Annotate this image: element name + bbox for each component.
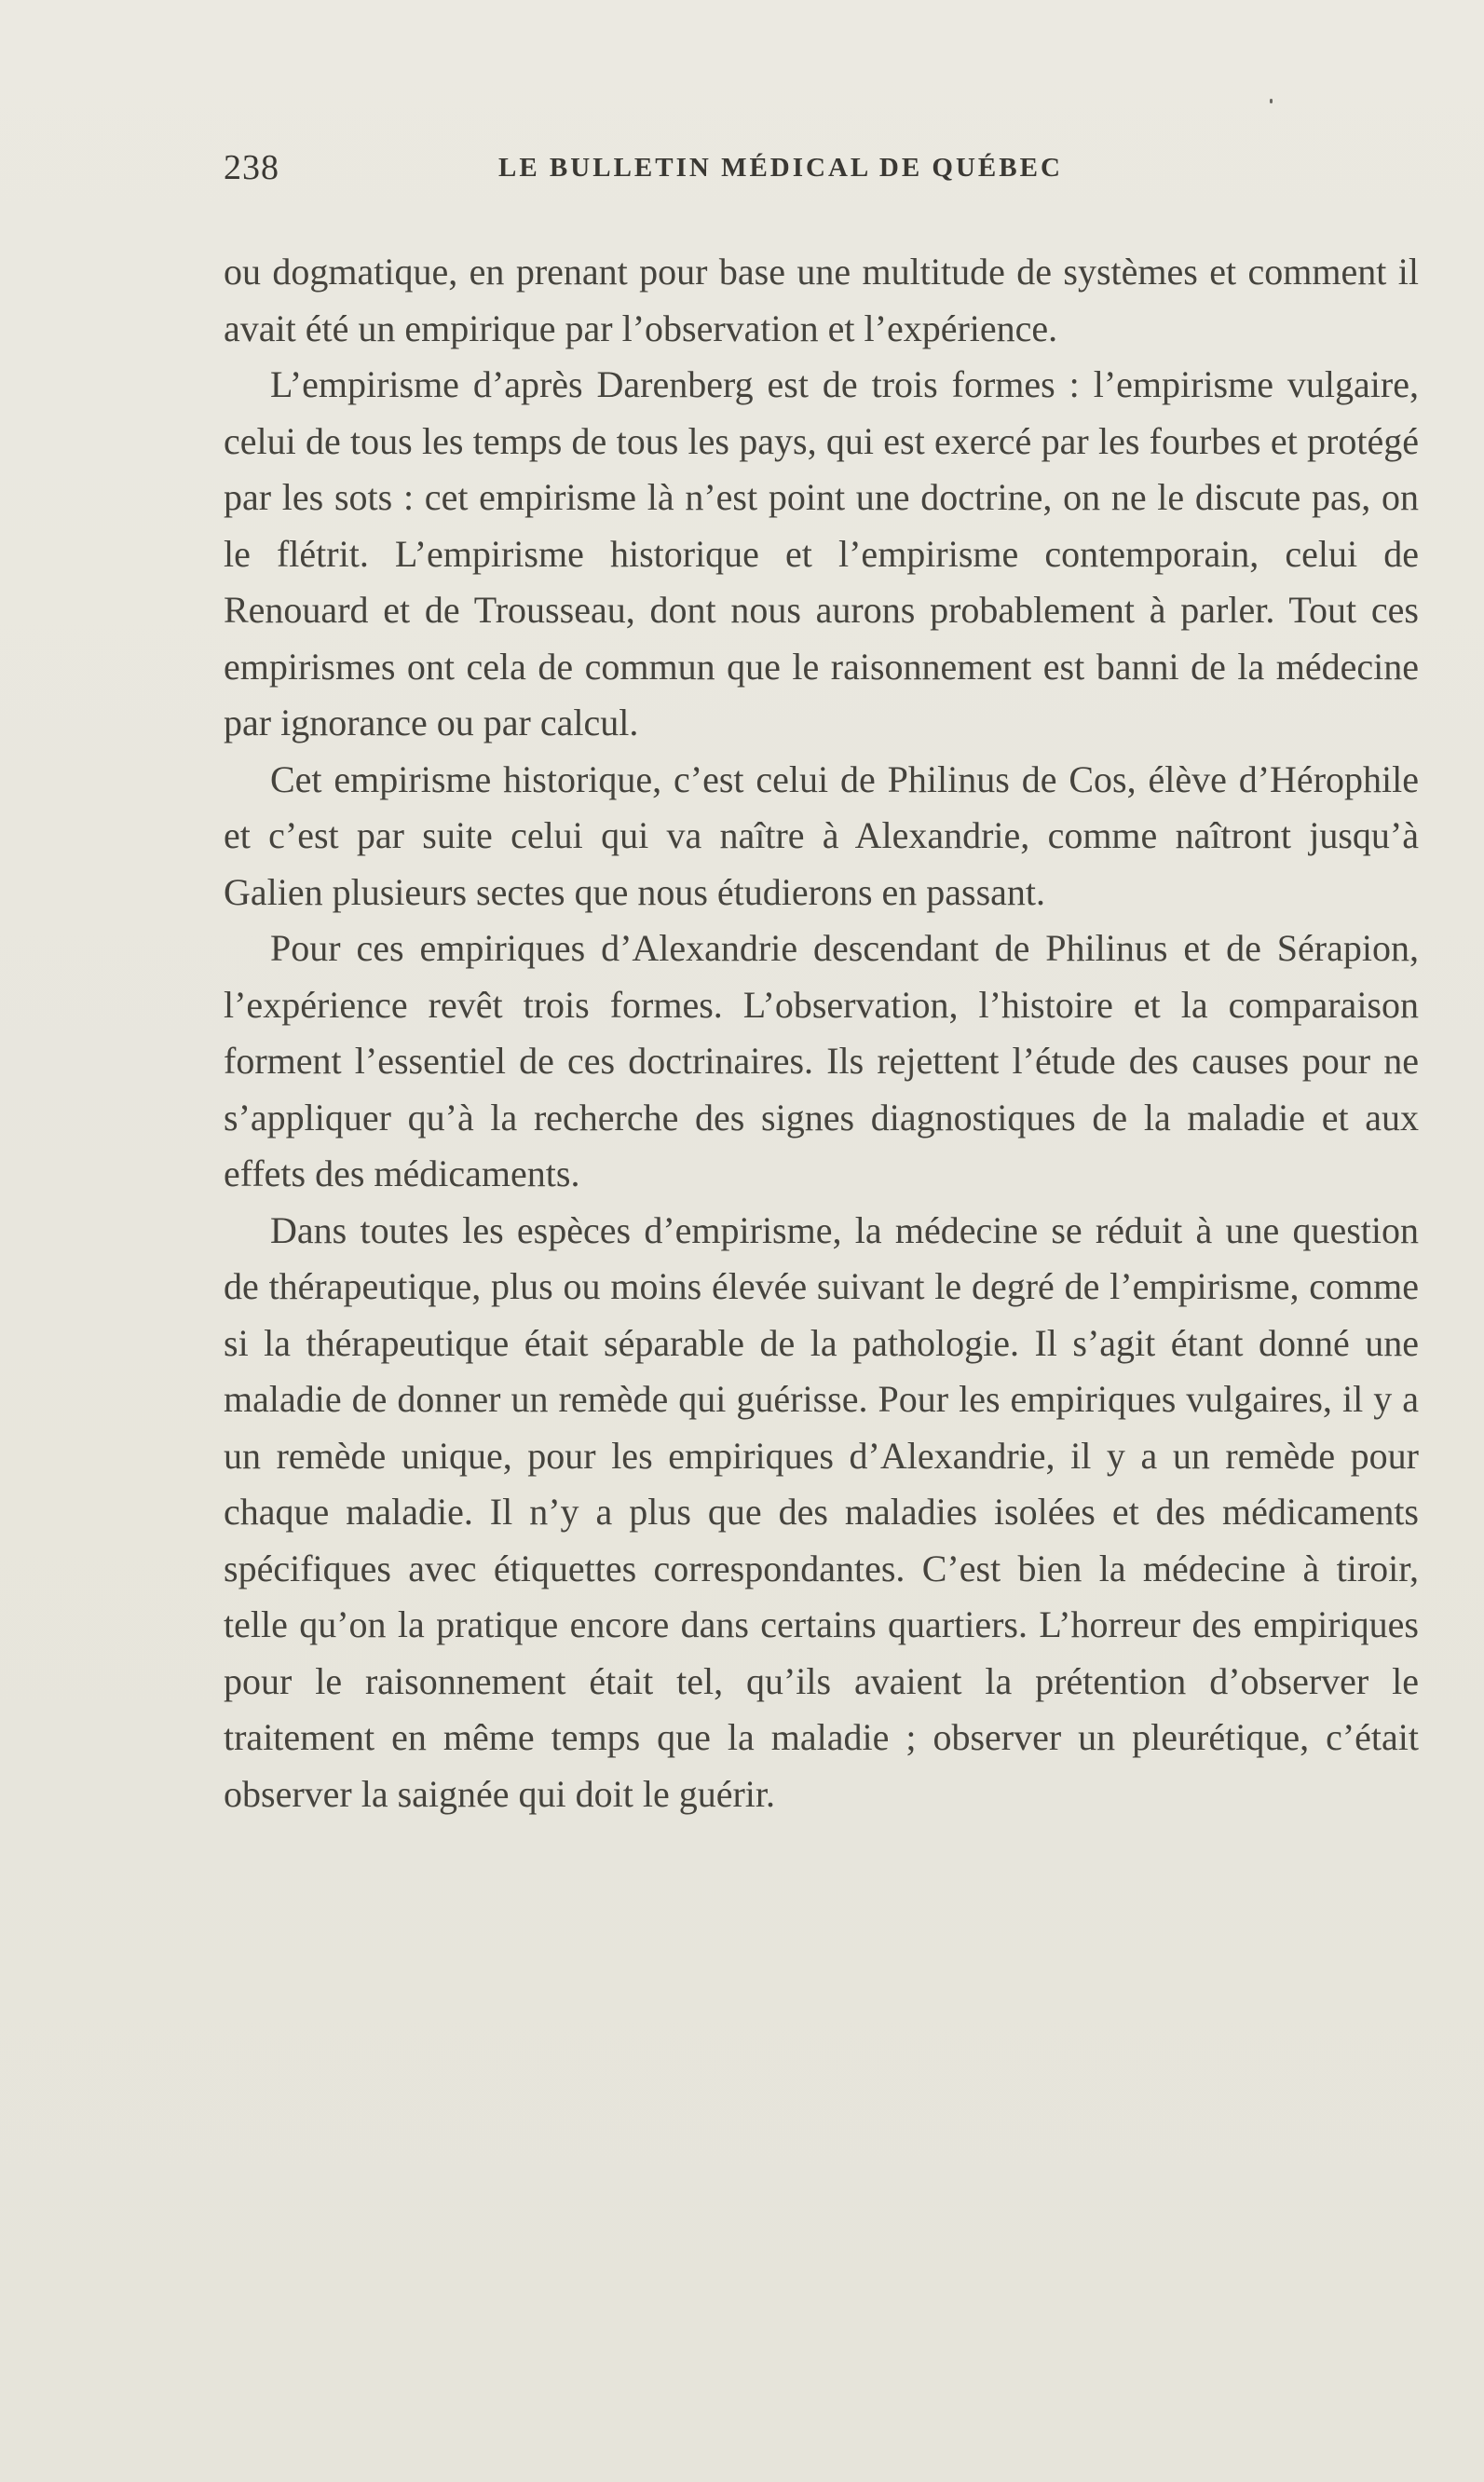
page-number: 238 bbox=[224, 148, 279, 187]
paragraph-philinus: Cet empirisme historique, c’est celui de Philinus de Cos, élève d’Hérophile et c’est par suite celui qui va naître à Alexandrie, comme naîtront jusqu’à Galien plusieurs sectes que nous étudierons en passant. bbox=[224, 757, 1419, 913]
article-body bbox=[224, 244, 1419, 1822]
paragraph-continuation: ou dogmatique, en prenant pour base une multitude de systèmes et comment il avait été un empirique par l’observation et l’expérience. bbox=[224, 251, 1419, 349]
paper-speck bbox=[1270, 99, 1273, 103]
journal-title: LE BULLETIN MÉDICAL DE QUÉBEC bbox=[498, 153, 1063, 183]
paragraph-therapeutique: Dans toutes les espèces d’empirisme, la médecine se réduit à une question de thérapeutique, plus ou moins élevée suivant le degré de l’empirisme, comme si la thérapeutique était séparable de la pathologie. Il s’agit étant donné une maladie de donner un remède qui guérisse. Pour les empiriques vulgaires, il y a un remède unique, pour les empiriques d’Alexandrie, il y a un remède pour chaque maladie. Il n’y a plus que des maladies isolées et des médicaments spécifiques avec étiquettes correspondantes. C’est bien la médecine à tiroir, telle qu’on la pratique encore dans certains quartiers. L’horreur des empiriques pour le raisonnement était tel, qu’ils avaient la prétention d’observer le traitement en même temps que la maladie ; observer un pleurétique, c’était observer la saignée qui doit le guérir. bbox=[224, 1208, 1419, 1815]
paragraph-empirisme-forms: L’empirisme d’après Darenberg est de trois formes : l’empirisme vulgaire, celui de tous les temps de tous les pays, qui est exercé par les fourbes et protégé par les sots : cet empirisme là n’est point une doctrine, on ne le discute pas, on le flétrit. L’empirisme historique et l’empirisme contemporain, celui de Renouard et de Trousseau, dont nous aurons probablement à parler. Tout ces empirismes ont cela de commun que le raisonnement est banni de la médecine par ignorance ou par calcul. bbox=[224, 363, 1419, 743]
running-head bbox=[224, 147, 1419, 203]
paragraph-alexandrie: Pour ces empiriques d’Alexandrie descendant de Philinus et de Sérapion, l’expérience revêt trois formes. L’observation, l’histoire et la comparaison forment l’essentiel de ces doctrinaires. Ils rejettent l’étude des causes pour ne s’appliquer qu’à la recherche des signes diagnostiques de la maladie et aux effets des médicaments. bbox=[224, 927, 1419, 1194]
